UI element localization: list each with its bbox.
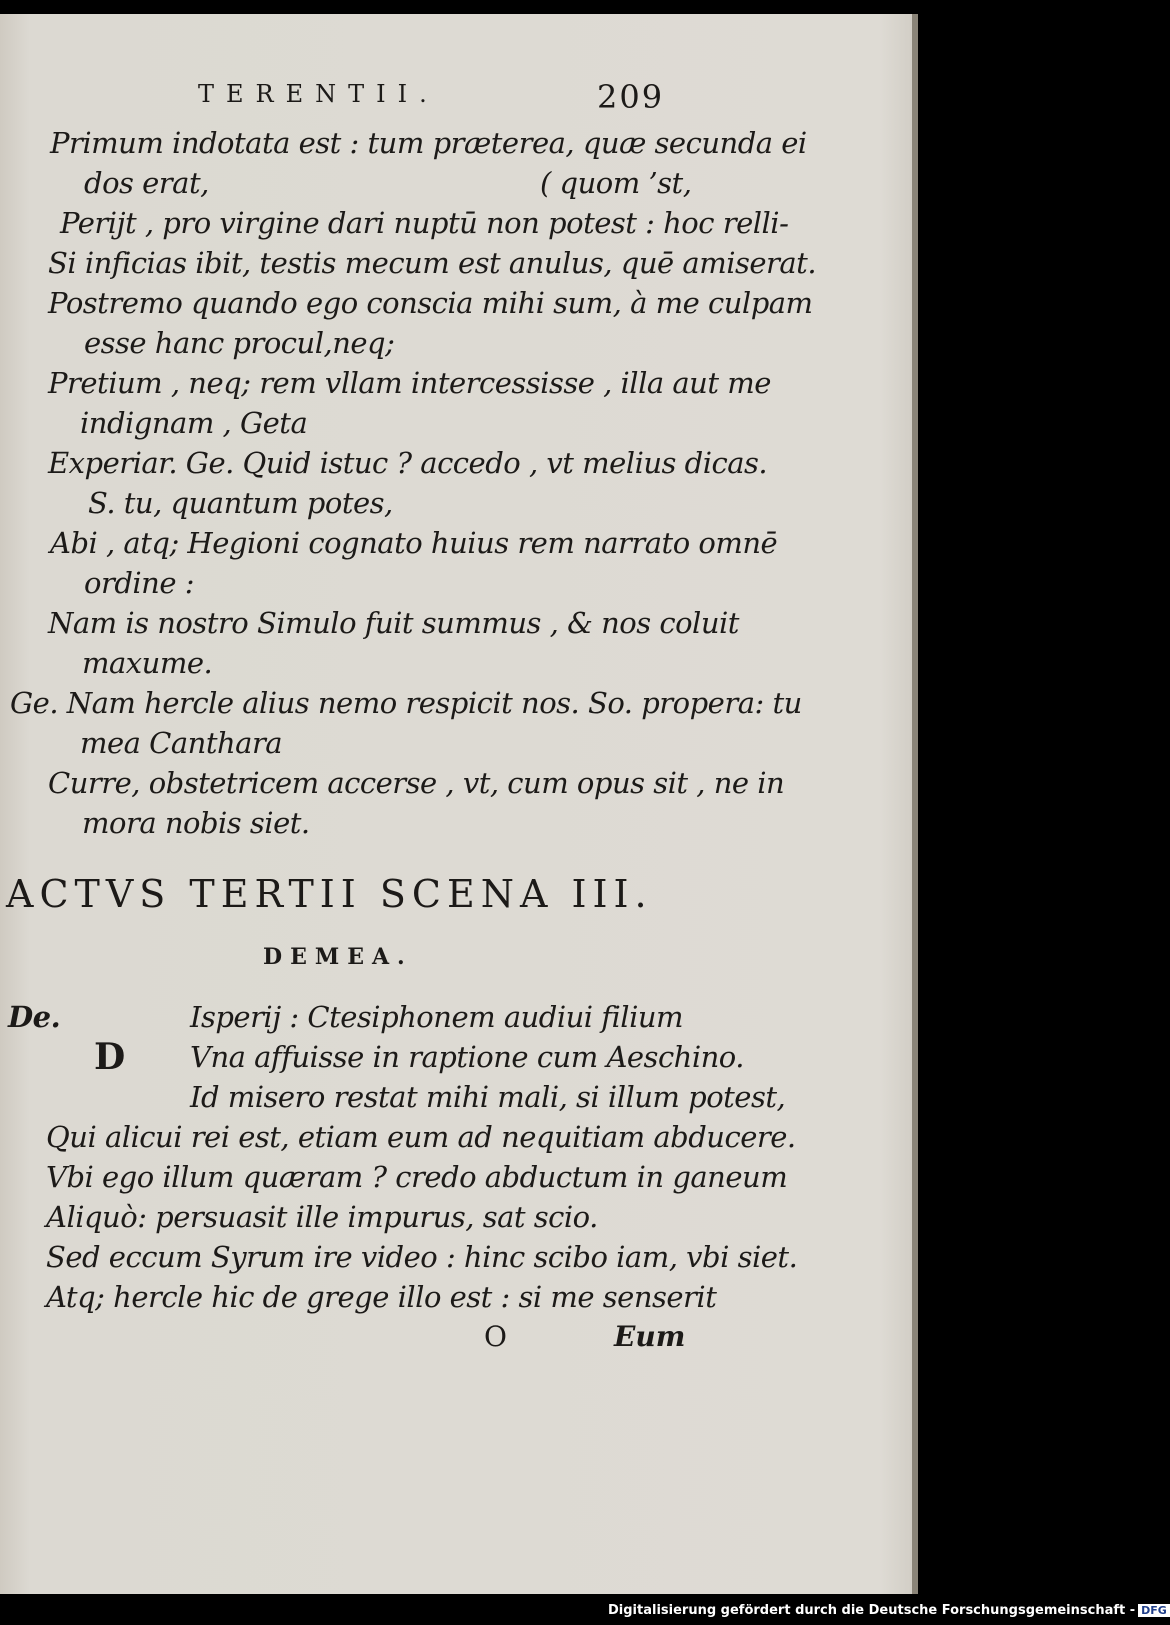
text-line: Pretium , neq; rem vllam intercessisse , illa aut me [48, 366, 771, 400]
text-line: Vna affuisse in raptione cum Aeschino. [190, 1040, 744, 1074]
text-line: Ge. Nam hercle alius nemo respicit nos. So. propera: tu [10, 686, 802, 720]
speaker-label: De. [8, 1000, 61, 1034]
signature-mark: O [484, 1320, 507, 1353]
book-page [0, 14, 912, 1594]
text-line: S. tu, quantum potes, [88, 486, 393, 520]
speaker-heading: DEMEA. [263, 944, 413, 970]
text-line: maxume. [82, 646, 213, 680]
text-line: Nam is nostro Simulo fuit summus , & nos coluit [48, 606, 739, 640]
text-line: Primum indotata est : tum præterea, quæ secunda ei [50, 126, 807, 160]
text-line: Qui alicui rei est, etiam eum ad nequitiam abducere. [46, 1120, 796, 1154]
running-head: TERENTII. [198, 80, 439, 108]
text-line: Sed eccum Syrum ire video : hinc scibo iam, vbi siet. [46, 1240, 798, 1274]
text-line: mea Canthara [80, 726, 283, 760]
text-line: Id misero restat mihi mali, si illum potest, [190, 1080, 786, 1114]
page-edge [912, 14, 918, 1594]
text-line: mora nobis siet. [82, 806, 310, 840]
text-line: Curre, obstetricem accerse , vt, cum opus sit , ne in [48, 766, 785, 800]
text-line: Periјt , pro virgine dari nuptū non potest : hoc relli- [60, 206, 789, 240]
drop-cap: D [94, 1036, 126, 1078]
page-number: 209 [597, 78, 665, 116]
text-line: Si inficias ibit, testis mecum est anulus, quē amiserat. [48, 246, 817, 280]
text-line: Experiar. Ge. Quid istuc ? accedo , vt melius dicas. [48, 446, 768, 480]
text-line: esse hanc procul,neq; [84, 326, 395, 360]
text-line: indignam , Geta [80, 406, 308, 440]
text-line: Aliquò: persuasit ille impurus, sat scio. [46, 1200, 598, 1234]
text-line: Atq; hercle hic de grege illo est : si me senserit [46, 1280, 717, 1314]
text-line: Postremo quando ego conscia mihi sum, à me culpam [48, 286, 813, 320]
act-heading: ACTVS TERTII SCENA III. [6, 872, 653, 916]
text-line: Vbi ego illum quæram ? credo abductum in ganeum [46, 1160, 788, 1194]
text-line: Abi , atq; Hegioni cognato huius rem narrato omnē [50, 526, 778, 560]
catchword: Eum [614, 1320, 686, 1353]
footer-credit [608, 1603, 1170, 1618]
text-line: Isperij : Ctesiphonem audiui filium [190, 1000, 684, 1034]
text-line: ordine : [84, 566, 194, 600]
dfg-logo: DFG [1138, 1604, 1170, 1617]
text-line: dos erat, [84, 166, 209, 200]
text-line: ( quom ’st, [540, 166, 692, 200]
footer-text: Digitalisierung gefördert durch die Deutsche Forschungsgemeinschaft - [608, 1603, 1136, 1618]
